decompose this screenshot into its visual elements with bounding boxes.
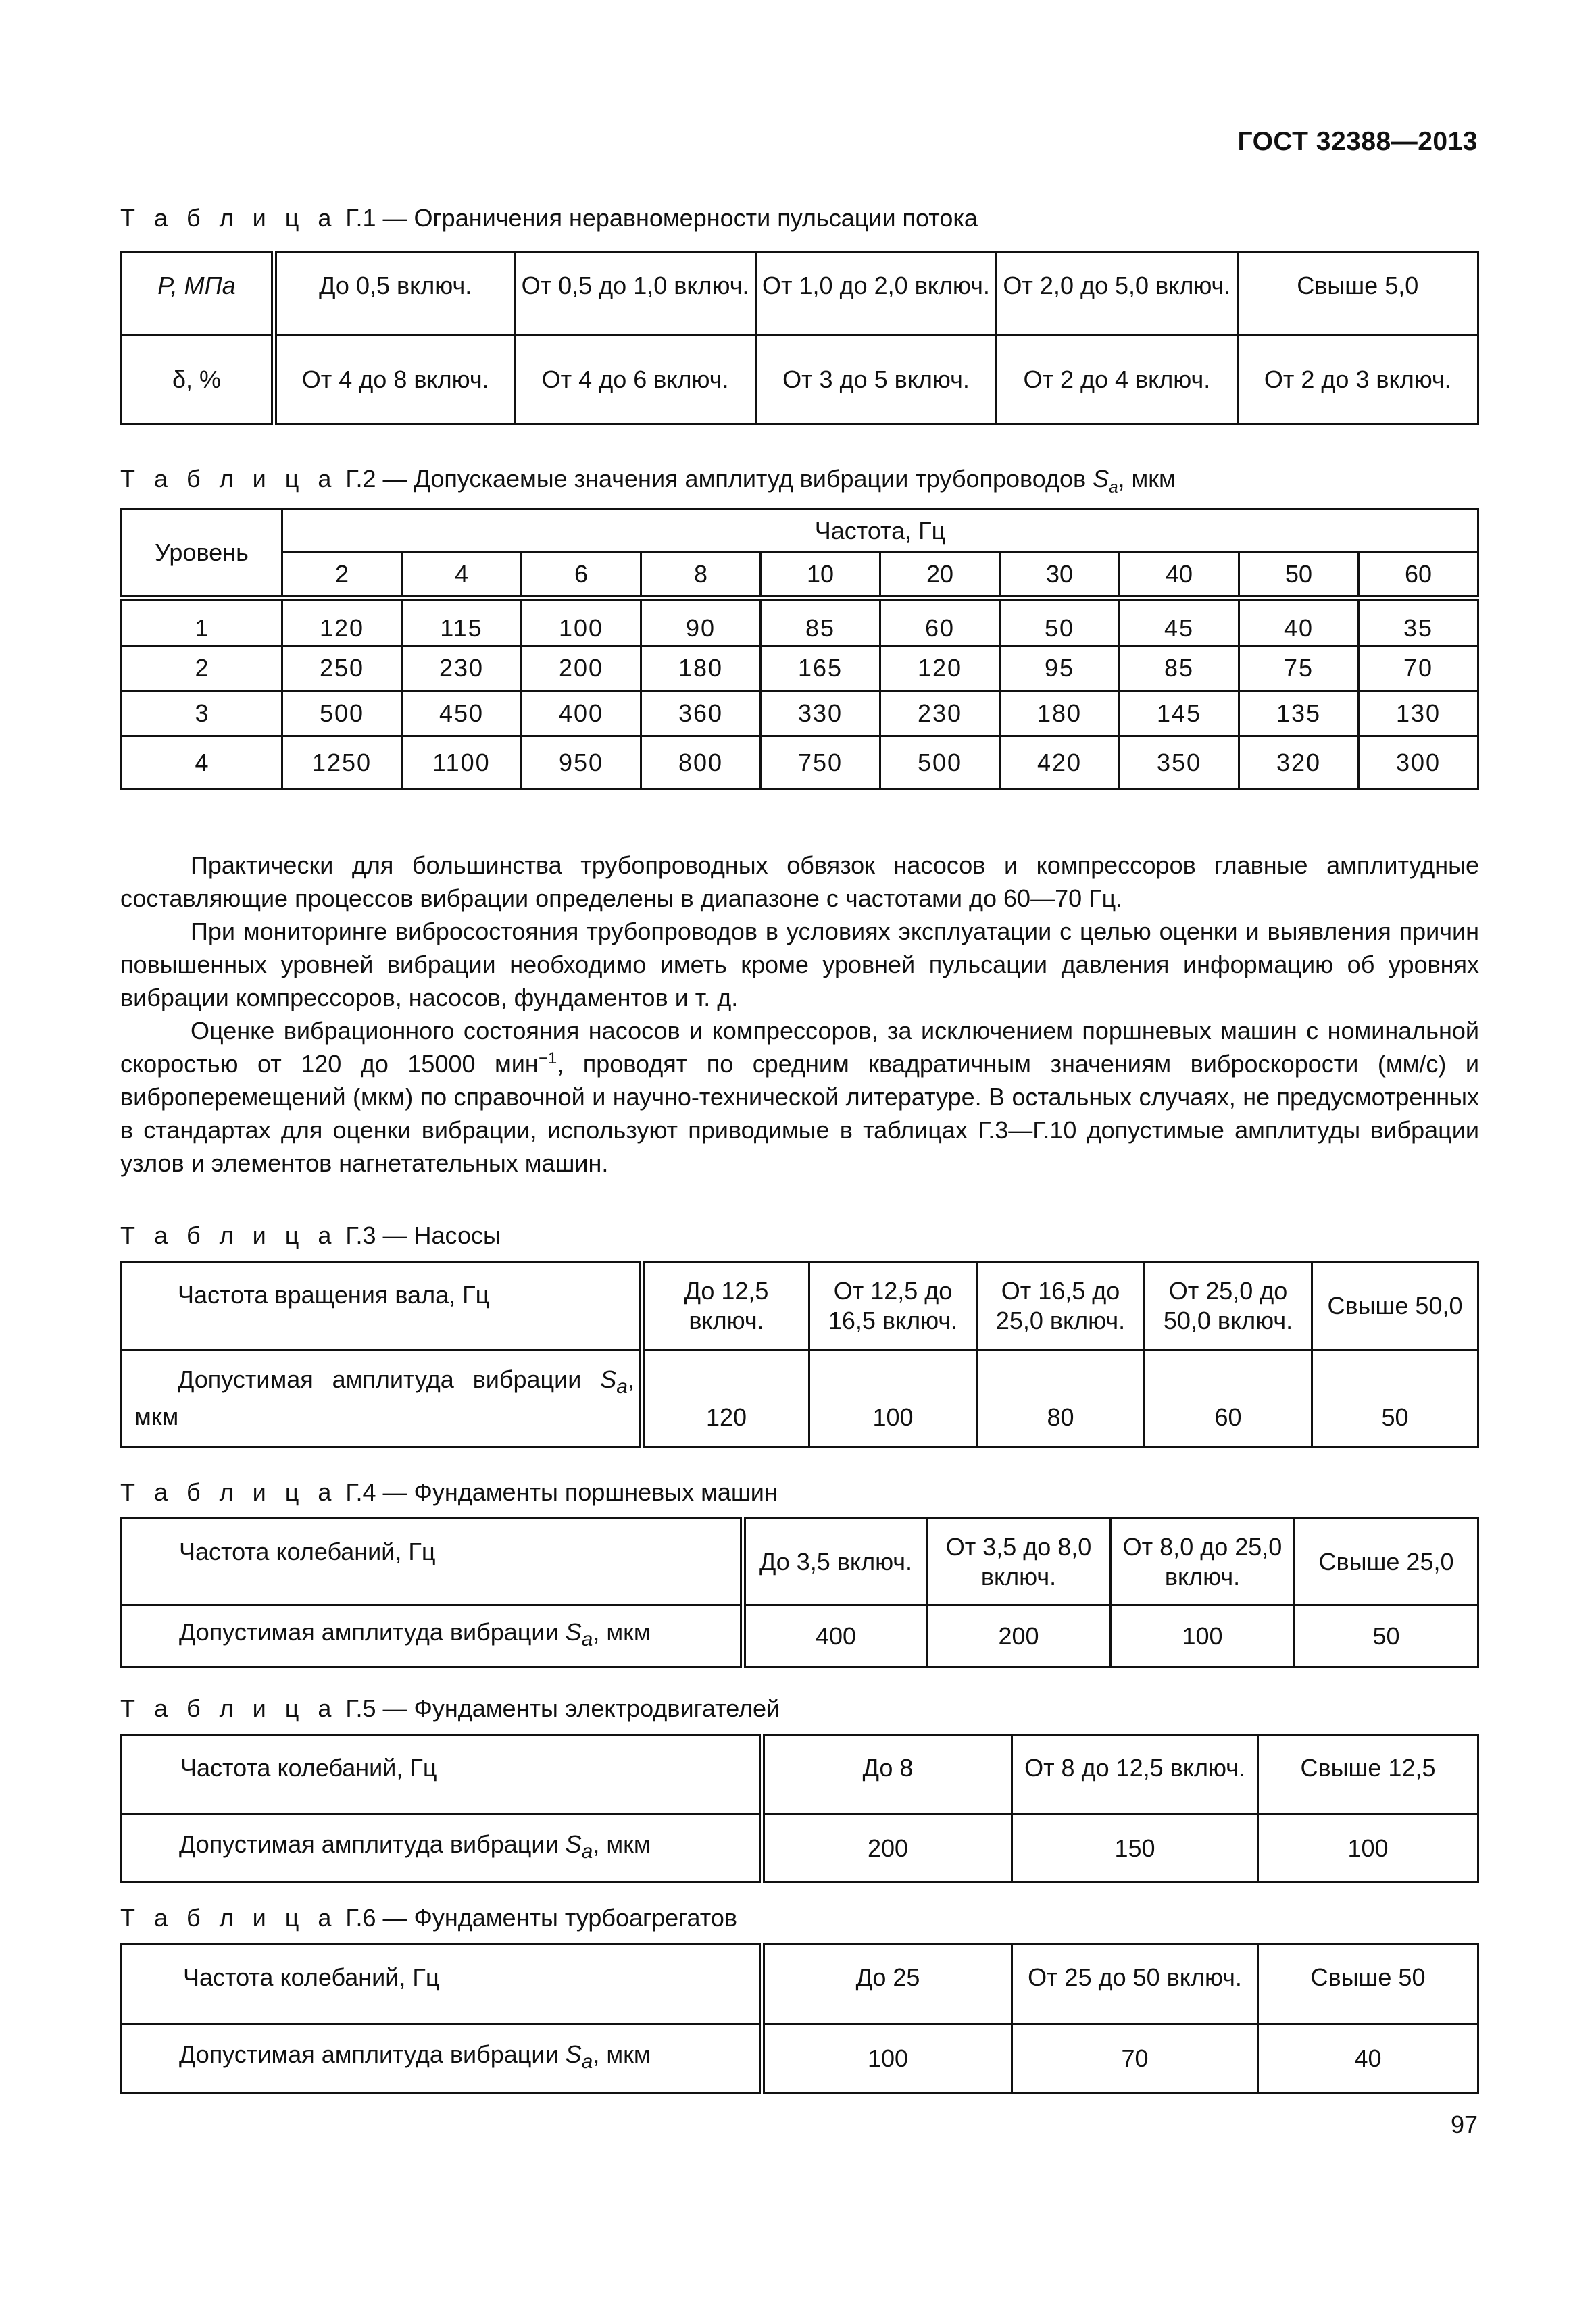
t2-value-cell: 230 xyxy=(402,646,522,691)
table-row xyxy=(122,736,1478,789)
table-g4 xyxy=(120,1517,1479,1668)
t3-value: 60 xyxy=(1145,1350,1312,1447)
t6-value: 100 xyxy=(762,2024,1012,2093)
t2-value-cell: 500 xyxy=(282,691,402,736)
t2-value-cell: 145 xyxy=(1120,691,1239,736)
t1-delta: От 3 до 5 включ. xyxy=(755,335,996,424)
t1-range: От 1,0 до 2,0 включ. xyxy=(755,253,996,335)
t3-range: От 12,5 до 16,5 включ. xyxy=(809,1262,977,1350)
t2-value-cell: 40 xyxy=(1239,599,1359,646)
t2-value-cell: 115 xyxy=(402,599,522,646)
table6-caption: Т а б л и ц а Г.6 — Фундаменты турбоагрегатов xyxy=(120,1904,737,1932)
t3-value: 50 xyxy=(1312,1350,1478,1447)
t2-value-cell: 500 xyxy=(880,736,1000,789)
body-text xyxy=(120,849,1479,1180)
t3-range: Свыше 50,0 xyxy=(1312,1262,1478,1350)
table1-title: Г.1 — Ограничения неравномерности пульсации потока xyxy=(345,204,978,232)
table-row xyxy=(122,599,1478,646)
t2-value-cell: 200 xyxy=(522,646,641,691)
t6-amp-head: Допустимая амплитуда вибрации $S_a$, мкм xyxy=(122,2024,762,2093)
t5-range: До 8 xyxy=(762,1735,1012,1815)
t2-value-cell: 750 xyxy=(761,736,880,789)
t6-value: 70 xyxy=(1012,2024,1258,2093)
t1-delta: От 2 до 4 включ. xyxy=(997,335,1237,424)
t2-level-head: Уровень xyxy=(122,509,282,599)
t4-freq-head: Частота колебаний, Гц xyxy=(122,1519,743,1605)
t4-value: 200 xyxy=(927,1605,1111,1667)
t2-freq-cell: 4 xyxy=(402,553,522,599)
t2-freq-cell: 30 xyxy=(1000,553,1120,599)
t6-range: До 25 xyxy=(762,1944,1012,2024)
t3-range: От 16,5 до 25,0 включ. xyxy=(977,1262,1145,1350)
t3-value: 120 xyxy=(642,1350,809,1447)
table5-label: Т а б л и ц а xyxy=(120,1694,338,1722)
table-g5 xyxy=(120,1734,1479,1883)
t1-p-head: P, МПа xyxy=(122,253,274,335)
t5-value: 200 xyxy=(762,1815,1012,1882)
t4-range: От 3,5 до 8,0 включ. xyxy=(927,1519,1111,1605)
table-g1 xyxy=(120,251,1479,425)
t5-value: 150 xyxy=(1012,1815,1258,1882)
t2-freq-cell: 10 xyxy=(761,553,880,599)
t2-value-cell: 180 xyxy=(1000,691,1120,736)
table-row xyxy=(122,691,1478,736)
t5-amp-head: Допустимая амплитуда вибрации $S_a$, мкм xyxy=(122,1815,762,1882)
t6-range: От 25 до 50 включ. xyxy=(1012,1944,1258,2024)
t2-level-cell: 1 xyxy=(122,599,282,646)
paragraph: Оценке вибрационного состояния насосов и компрессоров, за исключением поршневых машин с номинальной скоростью от 120 до 15000 мин$^{-1}$, проводят по средним квадратичным значениям виброскорости (мм/с) и виброперемещений (мкм) по справочной и научно-технической литературе. В остальных случаях, не предусмотренных в стандартах для оценки вибрации, используют приводимые в таблицах Г.3—Г.10 допустимые амплитуды вибрации узлов и элементов нагнетательных машин. xyxy=(120,1017,1480,1177)
t2-value-cell: 60 xyxy=(880,599,1000,646)
t2-level-cell: 2 xyxy=(122,646,282,691)
t5-value: 100 xyxy=(1258,1815,1478,1882)
t5-range: От 8 до 12,5 включ. xyxy=(1012,1735,1258,1815)
t2-freq-cell: 6 xyxy=(522,553,641,599)
t6-freq-head: Частота колебаний, Гц xyxy=(122,1944,762,2024)
t2-value-cell: 1100 xyxy=(402,736,522,789)
t4-value: 400 xyxy=(743,1605,927,1667)
t2-value-cell: 320 xyxy=(1239,736,1359,789)
t2-value-cell: 70 xyxy=(1359,646,1478,691)
t2-freq-cell: 60 xyxy=(1359,553,1478,599)
t5-range: Свыше 12,5 xyxy=(1258,1735,1478,1815)
t2-value-cell: 130 xyxy=(1359,691,1478,736)
t4-range: От 8,0 до 25,0 включ. xyxy=(1111,1519,1295,1605)
t2-value-cell: 180 xyxy=(641,646,761,691)
t2-value-cell: 800 xyxy=(641,736,761,789)
t4-value: 50 xyxy=(1295,1605,1478,1667)
t2-value-cell: 330 xyxy=(761,691,880,736)
t1-range: От 2,0 до 5,0 включ. xyxy=(997,253,1237,335)
paragraph: При мониторинге вибросостояния трубопроводов в условиях эксплуатации с целью оценки и выявления причин повышенных уровней вибрации необходимо иметь кроме уровней пульсации давления информацию об уровнях вибрации компрессоров, насосов, фундаментов и т. д. xyxy=(120,917,1479,1011)
t2-value-cell: 45 xyxy=(1120,599,1239,646)
t2-value-cell: 100 xyxy=(522,599,641,646)
t2-value-cell: 75 xyxy=(1239,646,1359,691)
t6-range: Свыше 50 xyxy=(1258,1944,1478,2024)
t1-delta: От 4 до 8 включ. xyxy=(274,335,515,424)
t2-level-cell: 4 xyxy=(122,736,282,789)
table1-caption xyxy=(120,204,978,232)
t2-value-cell: 400 xyxy=(522,691,641,736)
t4-value: 100 xyxy=(1111,1605,1295,1667)
t2-value-cell: 420 xyxy=(1000,736,1120,789)
t2-freq-cell: 20 xyxy=(880,553,1000,599)
table-g3 xyxy=(120,1261,1479,1448)
t2-value-cell: 90 xyxy=(641,599,761,646)
t1-range: До 0,5 включ. xyxy=(274,253,515,335)
table2-label: Т а б л и ц а xyxy=(120,465,338,493)
t3-amp-head: Допустимая амплитуда вибрации $S_a$, мкм xyxy=(122,1350,642,1447)
t1-delta: От 4 до 6 включ. xyxy=(515,335,755,424)
t2-value-cell: 1250 xyxy=(282,736,402,789)
t2-value-cell: 230 xyxy=(880,691,1000,736)
t2-value-cell: 35 xyxy=(1359,599,1478,646)
paragraph: Практически для большинства трубопроводных обвязок насосов и компрессоров главные амплитудные составляющие процессов вибрации определены в диапазоне с частотами до 60—70 Гц. xyxy=(120,851,1479,912)
table-row xyxy=(122,646,1478,691)
t4-range: Свыше 25,0 xyxy=(1295,1519,1478,1605)
t4-amp-head: Допустимая амплитуда вибрации $S_a$, мкм xyxy=(122,1605,743,1667)
t2-value-cell: 300 xyxy=(1359,736,1478,789)
t2-level-cell: 3 xyxy=(122,691,282,736)
t2-value-cell: 95 xyxy=(1000,646,1120,691)
table5-caption: Т а б л и ц а Г.5 — Фундаменты электродвигателей xyxy=(120,1694,780,1722)
t3-value: 100 xyxy=(809,1350,977,1447)
t2-freq-head: Частота, Гц xyxy=(282,509,1478,553)
table4-label: Т а б л и ц а xyxy=(120,1478,338,1506)
table3-label: Т а б л и ц а xyxy=(120,1222,338,1249)
t3-range: До 12,5 включ. xyxy=(642,1262,809,1350)
table1-label: Т а б л и ц а xyxy=(120,204,338,232)
document-code: ГОСТ 32388—2013 xyxy=(1237,127,1478,156)
t3-range: От 25,0 до 50,0 включ. xyxy=(1145,1262,1312,1350)
t2-freq-cell: 8 xyxy=(641,553,761,599)
t1-range: Свыше 5,0 xyxy=(1237,253,1478,335)
t5-freq-head: Частота колебаний, Гц xyxy=(122,1735,762,1815)
t2-value-cell: 950 xyxy=(522,736,641,789)
t2-value-cell: 135 xyxy=(1239,691,1359,736)
t1-delta: От 2 до 3 включ. xyxy=(1237,335,1478,424)
table4-caption: Т а б л и ц а Г.4 — Фундаменты поршневых машин xyxy=(120,1478,778,1506)
page-number: 97 xyxy=(1450,2111,1478,2138)
t1-delta-head: δ, % xyxy=(122,335,274,424)
t2-value-cell: 165 xyxy=(761,646,880,691)
t2-freq-cell: 50 xyxy=(1239,553,1359,599)
t2-freq-cell: 2 xyxy=(282,553,402,599)
t3-freq-head: Частота вращения вала, Гц xyxy=(122,1262,642,1350)
t2-freq-cell: 40 xyxy=(1120,553,1239,599)
t1-range: От 0,5 до 1,0 включ. xyxy=(515,253,755,335)
t2-value-cell: 85 xyxy=(761,599,880,646)
t6-value: 40 xyxy=(1258,2024,1478,2093)
t2-value-cell: 50 xyxy=(1000,599,1120,646)
table6-label: Т а б л и ц а xyxy=(120,1904,338,1932)
t4-range: До 3,5 включ. xyxy=(743,1519,927,1605)
t2-value-cell: 120 xyxy=(880,646,1000,691)
table-g2 xyxy=(120,508,1479,790)
t2-value-cell: 85 xyxy=(1120,646,1239,691)
t2-value-cell: 250 xyxy=(282,646,402,691)
t3-value: 80 xyxy=(977,1350,1145,1447)
t2-value-cell: 450 xyxy=(402,691,522,736)
table2-caption: Т а б л и ц а Г.2 — Допускаемые значения амплитуд вибрации трубопроводов $S_a$, мкм xyxy=(120,465,1176,497)
table-g6 xyxy=(120,1943,1479,2094)
t2-value-cell: 350 xyxy=(1120,736,1239,789)
t2-value-cell: 120 xyxy=(282,599,402,646)
t2-value-cell: 360 xyxy=(641,691,761,736)
table3-caption: Т а б л и ц а Г.3 — Насосы xyxy=(120,1222,501,1249)
